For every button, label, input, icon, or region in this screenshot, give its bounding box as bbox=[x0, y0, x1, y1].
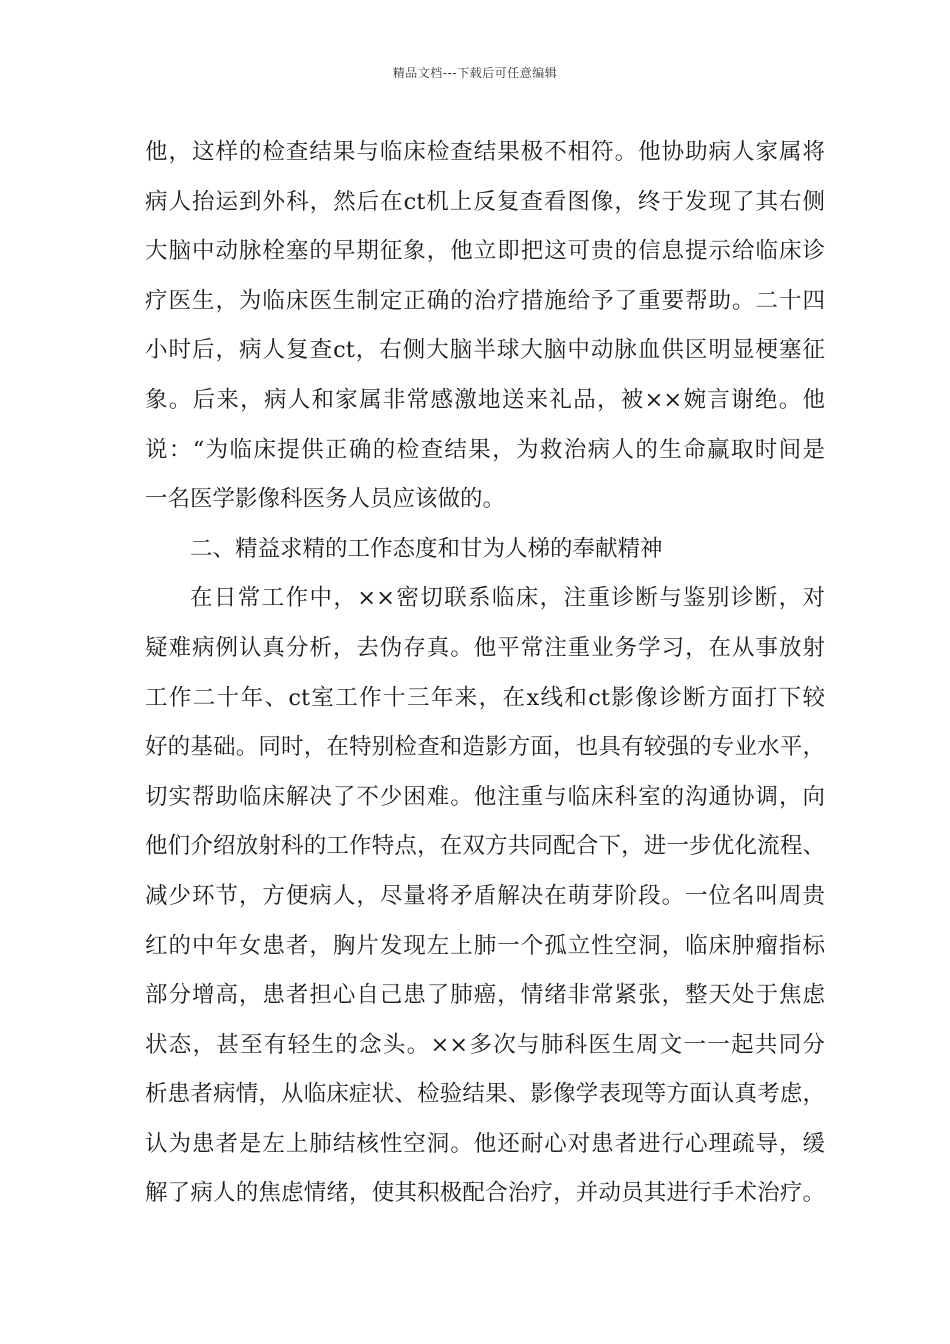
text-line: 他，这样的检查结果与临床检查结果极不相符。他协助病人家属将 bbox=[145, 139, 825, 165]
text-line: 析患者病情，从临床症状、检验结果、影像学表现等方面认真考虑， bbox=[145, 1081, 825, 1108]
text-line: 一名医学影像科医务人员应该做的。 bbox=[145, 486, 506, 513]
text-line: 红的中年女患者，胸片发现左上肺一个孤立性空洞，临床肿瘤指标 bbox=[145, 932, 825, 959]
text-line: 他们介绍放射科的工作特点，在双方共同配合下，进一步优化流程、 bbox=[145, 833, 825, 860]
text-line: 状态，甚至有轻生的念头。××多次与肺科医生周文一一起共同分 bbox=[145, 1031, 825, 1058]
text-line: 减少环节，方便病人，尽量将矛盾解决在萌芽阶段。一位名叫周贵 bbox=[145, 882, 825, 909]
text-line: 切实帮助临床解决了不少困难。他注重与临床科室的沟通协调，向 bbox=[145, 783, 825, 810]
text-line: 象。后来，病人和家属非常感激地送来礼品，被××婉言谢绝。他 bbox=[145, 386, 825, 413]
paragraph-first-line: 在日常工作中，××密切联系临床，注重诊断与鉴别诊断，对 bbox=[190, 585, 825, 612]
page-header: 精品文档---下载后可任意编辑 bbox=[392, 66, 558, 80]
text-line: 小时后，病人复查ct，右侧大脑半球大脑中动脉血供区明显梗塞征 bbox=[145, 337, 825, 364]
text-line: 病人抬运到外科，然后在ct机上反复查看图像，终于发现了其右侧 bbox=[145, 188, 825, 215]
text-line: 疗医生，为临床医生制定正确的治疗措施给予了重要帮助。二十四 bbox=[145, 287, 825, 314]
text-line: 大脑中动脉栓塞的早期征象，他立即把这可贵的信息提示给临床诊 bbox=[145, 238, 825, 265]
section-heading: 二、精益求精的工作态度和甘为人梯的奉献精神 bbox=[190, 535, 663, 562]
text-line: 认为患者是左上肺结核性空洞。他还耐心对患者进行心理疏导，缓 bbox=[145, 1130, 825, 1157]
document-body bbox=[145, 128, 825, 1219]
text-line: 疑难病例认真分析，去伪存真。他平常注重业务学习，在从事放射 bbox=[145, 634, 825, 661]
text-line: 工作二十年、ct室工作十三年来，在x线和ct影像诊断方面打下较 bbox=[145, 684, 825, 711]
text-line: 部分增高，患者担心自己患了肺癌，情绪非常紧张，整天处于焦虑 bbox=[145, 982, 825, 1009]
text-line: 好的基础。同时，在特别检查和造影方面，也具有较强的专业水平， bbox=[145, 734, 825, 761]
text-line: 解了病人的焦虑情绪，使其积极配合治疗，并动员其进行手术治疗。 bbox=[145, 1180, 825, 1207]
text-line: 说：“为临床提供正确的检查结果，为救治病人的生命赢取时间是 bbox=[145, 436, 825, 463]
